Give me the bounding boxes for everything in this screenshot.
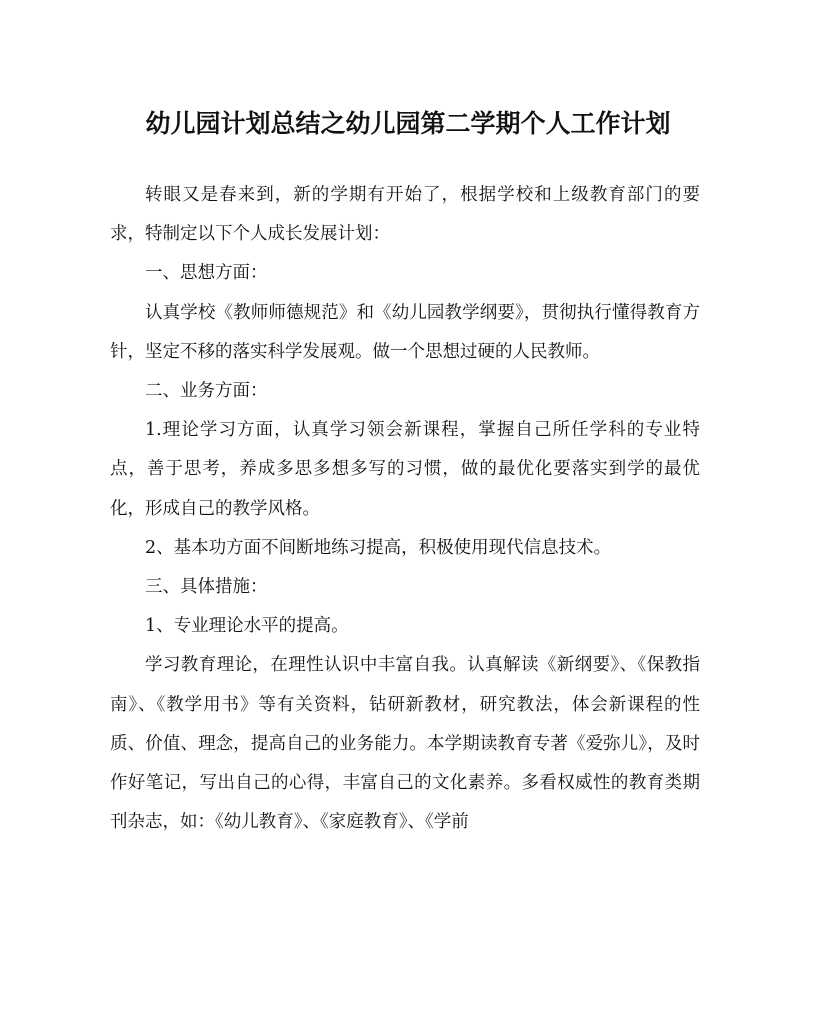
- paragraph-theory-level: 学习教育理论，在理性认识中丰富自我。认真解读《新纲要》、《保教指南》、《教学用书》等有关资料，钻研新教材，研究教法，体会新课程的性质、价值、理念，提高自己的业务能力。本学期读教育专著《爱弥儿》，及时作好笔记，写出自己的心得，丰富自己的文化素养。多看权威性的教育类期刊杂志，如：《幼儿教育》、《家庭教育》、《学前: [110, 655, 700, 833]
- heading-business: 二、业务方面：: [145, 381, 268, 402]
- document-title: 幼儿园计划总结之幼儿园第二学期个人工作计划: [145, 109, 671, 138]
- subheading-theory-level: 1、专业理论水平的提高。: [145, 616, 349, 637]
- heading-measures: 三、具体措施：: [145, 577, 268, 598]
- paragraph-intro: 转眼又是春来到，新的学期有开始了，根据学校和上级教育部门的要求，特制定以下个人成长发展计划：: [110, 185, 700, 245]
- document-body: [110, 176, 700, 842]
- heading-thought: 一、思想方面：: [145, 263, 268, 284]
- paragraph-basic-skills: 2、基本功方面不间断地练习提高，积极使用现代信息技术。: [145, 537, 612, 558]
- paragraph-theory-study: 1.理论学习方面，认真学习领会新课程，掌握自己所任学科的专业特点，善于思考，养成多思多想多写的习惯，做的最优化要落实到学的最优化，形成自己的教学风格。: [110, 420, 700, 519]
- paragraph-thought: 认真学校《教师师德规范》和《幼儿园教学纲要》，贯彻执行懂得教育方针，坚定不移的落实科学发展观。做一个思想过硬的人民教师。: [110, 302, 700, 362]
